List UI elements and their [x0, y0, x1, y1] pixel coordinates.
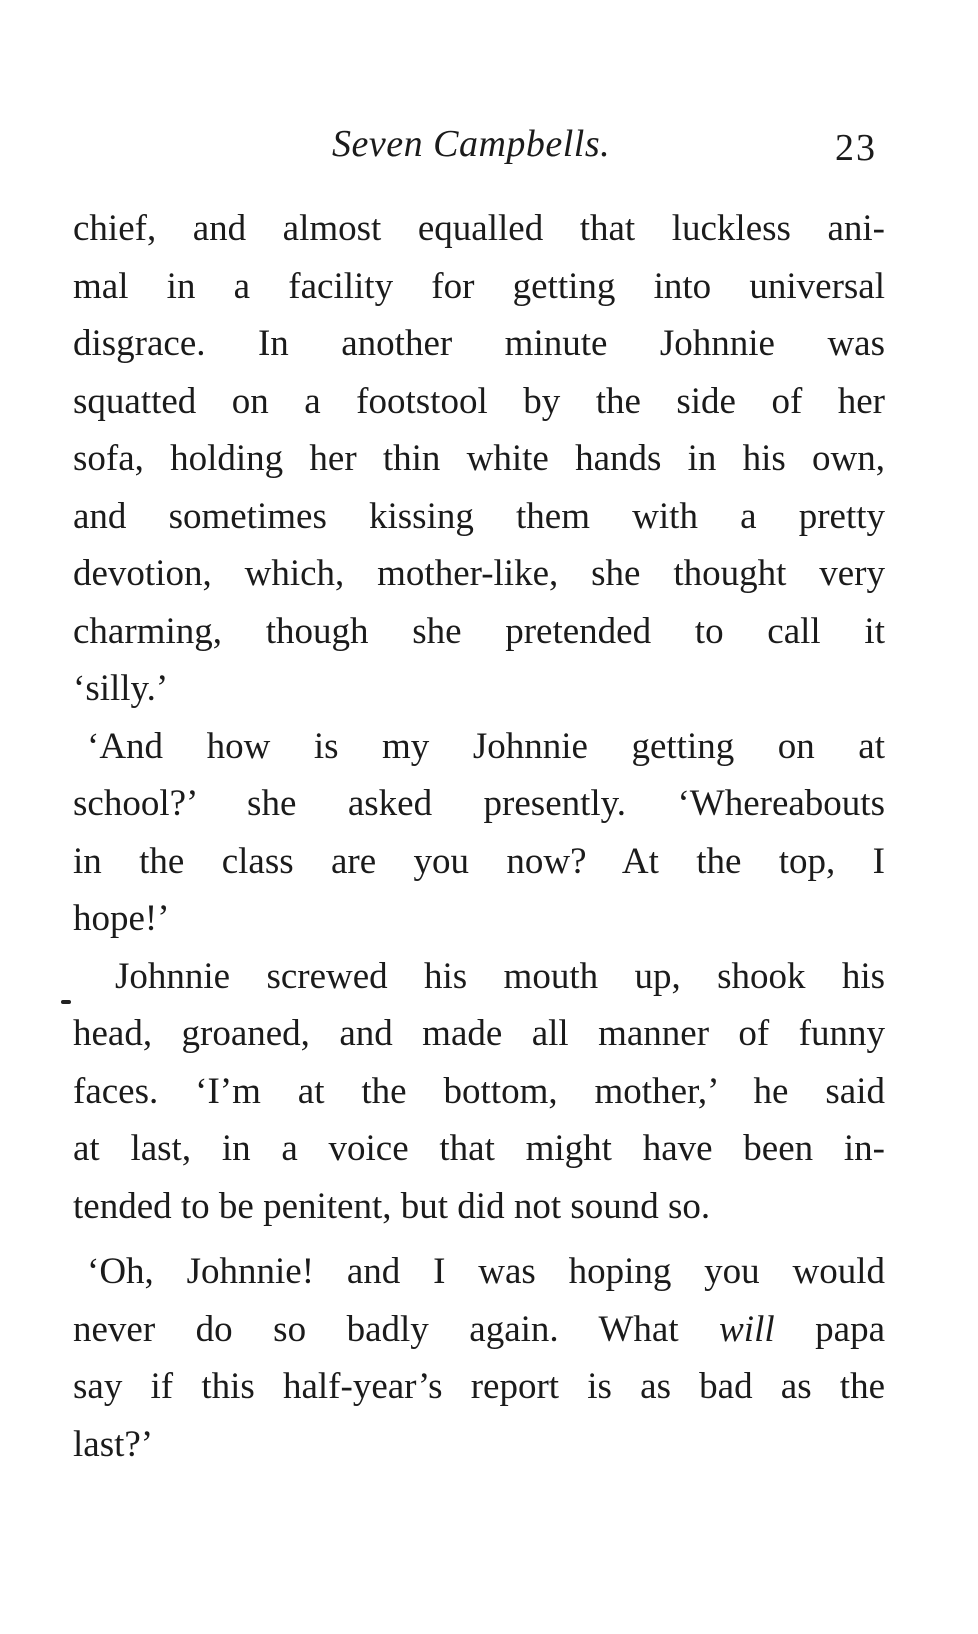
- text-line: disgrace. In another minute Johnnie was: [73, 323, 885, 364]
- text-segment: never do so badly again. What: [73, 1308, 679, 1350]
- page-header: [0, 122, 978, 182]
- text-line: ‘silly.’: [73, 668, 169, 709]
- text-line: mal in a facility for getting into universal: [73, 265, 885, 307]
- body-text: [73, 200, 885, 1473]
- text-line: squatted on a footstool by the side of her: [73, 380, 885, 422]
- text-line: head, groaned, and made all manner of funny: [73, 1013, 885, 1054]
- text-line: faces. ‘I’m at the bottom, mother,’ he said: [73, 1070, 885, 1112]
- text-line: chief, and almost equalled that luckless ani-: [73, 208, 885, 249]
- text-segment: papa: [815, 1308, 885, 1350]
- text-line: Johnnie screwed his mouth up, shook his: [115, 955, 885, 997]
- page-number: 23: [835, 127, 877, 169]
- text-line: sofa, holding her thin white hands in his own,: [73, 438, 885, 479]
- ink-mark: [61, 1000, 71, 1004]
- text-line: at last, in a voice that might have been in-: [73, 1128, 885, 1169]
- paragraph: [73, 948, 885, 1236]
- text-line: ‘Oh, Johnnie! and I was hoping you would: [87, 1251, 885, 1292]
- text-line: last?’: [73, 1423, 154, 1465]
- text-line: school?’ she asked presently. ‘Whereabouts: [73, 783, 885, 824]
- text-line: devotion, which, mother-like, she thought very: [73, 553, 885, 594]
- paragraph: [73, 200, 885, 718]
- text-line: charming, though she pretended to call it: [73, 610, 885, 652]
- paragraph: [73, 718, 885, 948]
- paragraph: [73, 1243, 885, 1473]
- text-line: ‘And how is my Johnnie getting on at: [87, 725, 885, 767]
- text-line: hope!’: [73, 898, 170, 939]
- text-line: and sometimes kissing them with a pretty: [73, 495, 885, 537]
- text-line: tended to be penitent, but did not sound so.: [73, 1185, 711, 1227]
- text-line: say if this half-year’s report is as bad as the: [73, 1366, 885, 1407]
- emphasis-word: will: [719, 1308, 775, 1350]
- text-line: [73, 1301, 885, 1359]
- running-title: Seven Campbells.: [332, 123, 611, 165]
- text-line: in the class are you now? At the top, I: [73, 840, 885, 882]
